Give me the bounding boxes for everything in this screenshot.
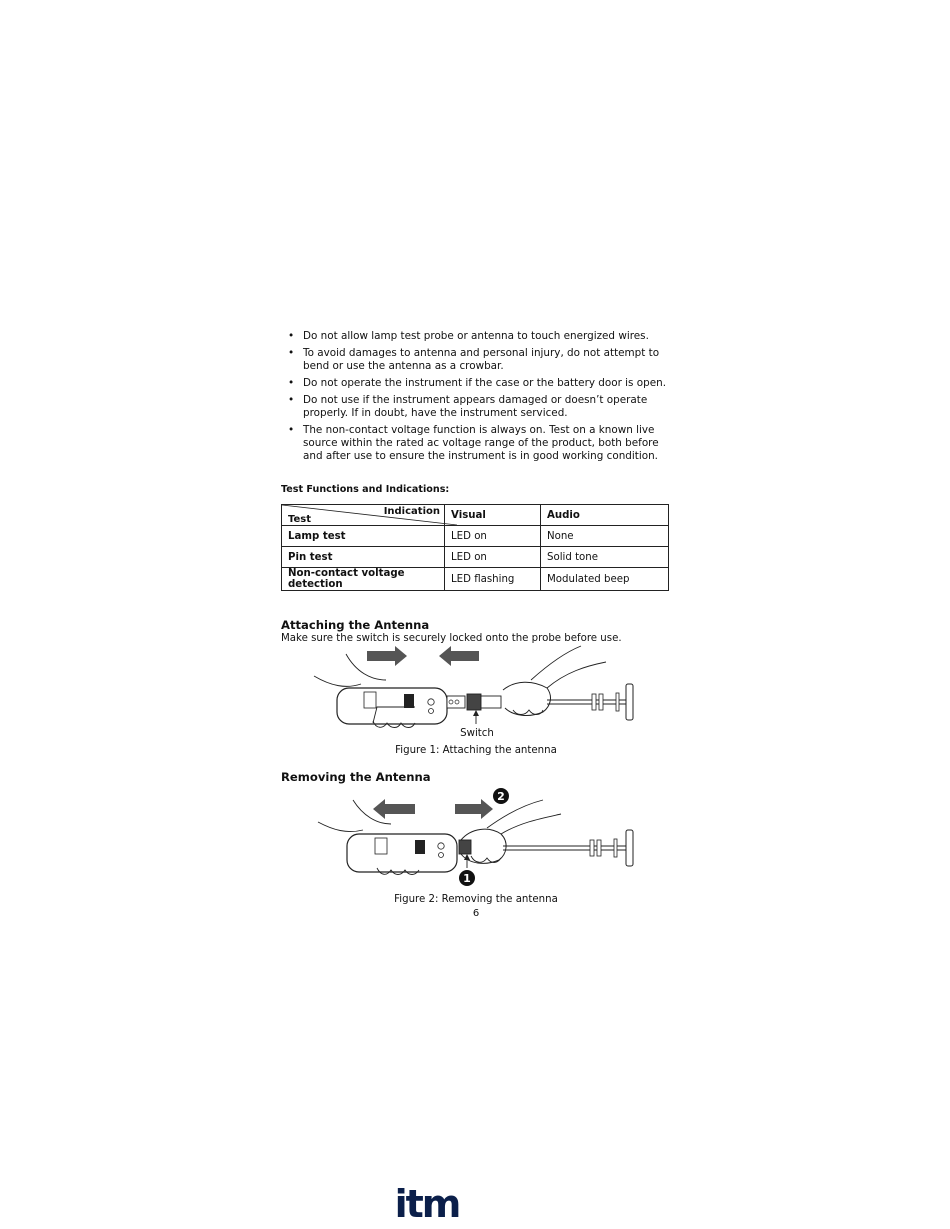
step-2-badge: 2	[497, 790, 505, 803]
table-corner-cell	[282, 505, 445, 526]
table-row	[282, 568, 669, 591]
test-name: Lamp test	[282, 526, 445, 547]
safety-item: • Do not operate the instrument if the case or the battery door is open.	[281, 377, 671, 390]
safety-item: • To avoid damages to antenna and personal injury, do not attempt to bend or use the antenna as a crowbar.	[281, 347, 671, 373]
figure-1-caption: Figure 1: Attaching the antenna	[395, 745, 557, 756]
itm-logo-text: itm	[394, 1186, 460, 1222]
safety-item: • Do not allow lamp test probe or antenna to touch energized wires.	[281, 330, 671, 343]
figure-remove	[281, 784, 671, 905]
attach-illustration	[281, 644, 671, 741]
itm-logo	[389, 1186, 465, 1222]
table-row	[282, 547, 669, 568]
visual-value: LED on	[445, 547, 541, 568]
corner-indication-label: Indication	[383, 506, 440, 517]
remove-heading: Removing the Antenna	[281, 770, 431, 784]
table-header-row	[282, 505, 669, 526]
visual-value: LED flashing	[445, 568, 541, 591]
test-name: Non-contact voltage detection	[282, 568, 445, 591]
test-functions-table	[281, 504, 669, 591]
attach-intro: Make sure the switch is securely locked onto the probe before use.	[281, 633, 622, 644]
page-number: 6	[472, 908, 480, 919]
step-1-badge: 1	[463, 872, 471, 885]
remove-illustration	[281, 784, 671, 890]
safety-list	[281, 330, 671, 463]
header-visual: Visual	[445, 505, 541, 526]
figure-attach	[281, 644, 671, 756]
header-audio: Audio	[541, 505, 669, 526]
figure-2-caption: Figure 2: Removing the antenna	[394, 894, 558, 905]
table-title: Test Functions and Indications:	[281, 484, 450, 495]
manual-page	[281, 330, 671, 919]
visual-value: LED on	[445, 526, 541, 547]
switch-label: Switch	[460, 728, 494, 739]
table-row	[282, 526, 669, 547]
corner-test-label: Test	[288, 514, 312, 525]
audio-value: Modulated beep	[541, 568, 669, 591]
safety-item: • Do not use if the instrument appears damaged or doesn’t operate properly. If in doubt, have the instrument serviced.	[281, 394, 671, 420]
test-name: Pin test	[282, 547, 445, 568]
audio-value: None	[541, 526, 669, 547]
safety-item: • The non-contact voltage function is always on. Test on a known live source within the rated ac voltage range of the product, both before and after use to ensure the instrument is in good working condition.	[281, 424, 671, 463]
attach-heading: Attaching the Antenna	[281, 618, 430, 632]
audio-value: Solid tone	[541, 547, 669, 568]
